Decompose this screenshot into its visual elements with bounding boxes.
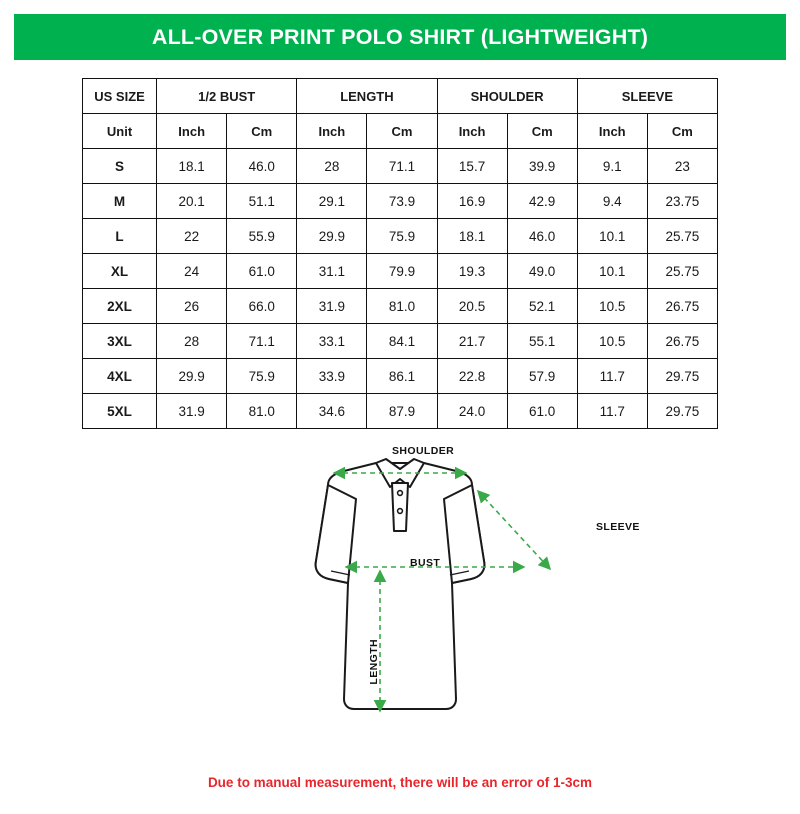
cell-sleeve-cm: 29.75: [647, 394, 717, 429]
unit-length-cm: Cm: [367, 114, 437, 149]
cell-length-inch: 28: [297, 149, 367, 184]
table-group-header-row: [83, 79, 718, 114]
unit-label: Unit: [83, 114, 157, 149]
cell-sleeve-cm: 26.75: [647, 289, 717, 324]
row-size: 2XL: [83, 289, 157, 324]
cell-length-cm: 73.9: [367, 184, 437, 219]
unit-shoulder-cm: Cm: [507, 114, 577, 149]
table-row: [83, 149, 718, 184]
cell-length-cm: 86.1: [367, 359, 437, 394]
cell-bust-inch: 26: [157, 289, 227, 324]
cell-shoulder-cm: 57.9: [507, 359, 577, 394]
unit-shoulder-inch: Inch: [437, 114, 507, 149]
cell-length-cm: 75.9: [367, 219, 437, 254]
cell-shoulder-inch: 15.7: [437, 149, 507, 184]
unit-bust-inch: Inch: [157, 114, 227, 149]
header-sleeve: SLEEVE: [577, 79, 717, 114]
cell-sleeve-inch: 11.7: [577, 359, 647, 394]
cell-sleeve-inch: 10.5: [577, 289, 647, 324]
cell-shoulder-inch: 19.3: [437, 254, 507, 289]
unit-sleeve-cm: Cm: [647, 114, 717, 149]
cell-shoulder-inch: 16.9: [437, 184, 507, 219]
cell-shoulder-cm: 46.0: [507, 219, 577, 254]
cell-length-cm: 71.1: [367, 149, 437, 184]
cell-length-cm: 79.9: [367, 254, 437, 289]
cell-bust-inch: 18.1: [157, 149, 227, 184]
row-size: S: [83, 149, 157, 184]
cell-sleeve-inch: 10.5: [577, 324, 647, 359]
cell-bust-cm: 66.0: [227, 289, 297, 324]
polo-measurement-diagram: [80, 443, 720, 743]
cell-shoulder-inch: 20.5: [437, 289, 507, 324]
unit-sleeve-inch: Inch: [577, 114, 647, 149]
cell-shoulder-cm: 61.0: [507, 394, 577, 429]
cell-sleeve-inch: 10.1: [577, 219, 647, 254]
table-row: [83, 324, 718, 359]
table-row: [83, 254, 718, 289]
table-unit-row: [83, 114, 718, 149]
cell-bust-inch: 24: [157, 254, 227, 289]
header-shoulder: SHOULDER: [437, 79, 577, 114]
table-row: [83, 289, 718, 324]
cell-length-cm: 87.9: [367, 394, 437, 429]
cell-sleeve-cm: 26.75: [647, 324, 717, 359]
cell-length-inch: 31.1: [297, 254, 367, 289]
cell-sleeve-cm: 23.75: [647, 184, 717, 219]
cell-sleeve-cm: 25.75: [647, 254, 717, 289]
row-size: M: [83, 184, 157, 219]
cell-sleeve-cm: 25.75: [647, 219, 717, 254]
cell-length-inch: 33.1: [297, 324, 367, 359]
table-row: [83, 359, 718, 394]
cell-bust-cm: 51.1: [227, 184, 297, 219]
header-us-size: US SIZE: [83, 79, 157, 114]
bust-label: BUST: [410, 557, 441, 569]
cell-length-cm: 84.1: [367, 324, 437, 359]
shoulder-label: SHOULDER: [392, 445, 455, 457]
cell-bust-cm: 46.0: [227, 149, 297, 184]
cell-shoulder-cm: 49.0: [507, 254, 577, 289]
cell-sleeve-inch: 11.7: [577, 394, 647, 429]
cell-bust-cm: 81.0: [227, 394, 297, 429]
size-table: [82, 78, 718, 429]
cell-shoulder-cm: 39.9: [507, 149, 577, 184]
cell-shoulder-cm: 55.1: [507, 324, 577, 359]
unit-length-inch: Inch: [297, 114, 367, 149]
cell-sleeve-cm: 29.75: [647, 359, 717, 394]
row-size: 5XL: [83, 394, 157, 429]
cell-sleeve-inch: 9.1: [577, 149, 647, 184]
cell-sleeve-inch: 10.1: [577, 254, 647, 289]
unit-bust-cm: Cm: [227, 114, 297, 149]
cell-bust-cm: 75.9: [227, 359, 297, 394]
table-row: [83, 394, 718, 429]
cell-bust-inch: 31.9: [157, 394, 227, 429]
cell-length-inch: 29.1: [297, 184, 367, 219]
cell-length-inch: 33.9: [297, 359, 367, 394]
page-title: ALL-OVER PRINT POLO SHIRT (LIGHTWEIGHT): [151, 24, 649, 49]
cell-length-inch: 34.6: [297, 394, 367, 429]
sleeve-arrow: [478, 491, 550, 569]
cell-shoulder-cm: 42.9: [507, 184, 577, 219]
cell-bust-inch: 29.9: [157, 359, 227, 394]
cell-shoulder-inch: 18.1: [437, 219, 507, 254]
cell-shoulder-inch: 21.7: [437, 324, 507, 359]
cell-bust-inch: 22: [157, 219, 227, 254]
size-table-wrapper: [82, 78, 718, 429]
cell-bust-inch: 20.1: [157, 184, 227, 219]
table-row: [83, 219, 718, 254]
cell-sleeve-inch: 9.4: [577, 184, 647, 219]
sleeve-label: SLEEVE: [596, 521, 640, 533]
header-length: LENGTH: [297, 79, 437, 114]
row-size: XL: [83, 254, 157, 289]
cell-length-cm: 81.0: [367, 289, 437, 324]
row-size: 3XL: [83, 324, 157, 359]
header-half-bust: 1/2 BUST: [157, 79, 297, 114]
row-size: 4XL: [83, 359, 157, 394]
length-label: LENGTH: [368, 639, 380, 685]
cell-length-inch: 31.9: [297, 289, 367, 324]
cell-bust-inch: 28: [157, 324, 227, 359]
cell-bust-cm: 55.9: [227, 219, 297, 254]
table-row: [83, 184, 718, 219]
header-banner: [14, 14, 786, 60]
cell-shoulder-cm: 52.1: [507, 289, 577, 324]
measurement-disclaimer: Due to manual measurement, there will be an error of 1-3cm: [207, 775, 593, 790]
size-chart-page: [0, 14, 800, 814]
row-size: L: [83, 219, 157, 254]
cell-bust-cm: 61.0: [227, 254, 297, 289]
cell-length-inch: 29.9: [297, 219, 367, 254]
cell-bust-cm: 71.1: [227, 324, 297, 359]
polo-shirt-illustration: [80, 443, 720, 743]
cell-sleeve-cm: 23: [647, 149, 717, 184]
cell-shoulder-inch: 22.8: [437, 359, 507, 394]
cell-shoulder-inch: 24.0: [437, 394, 507, 429]
